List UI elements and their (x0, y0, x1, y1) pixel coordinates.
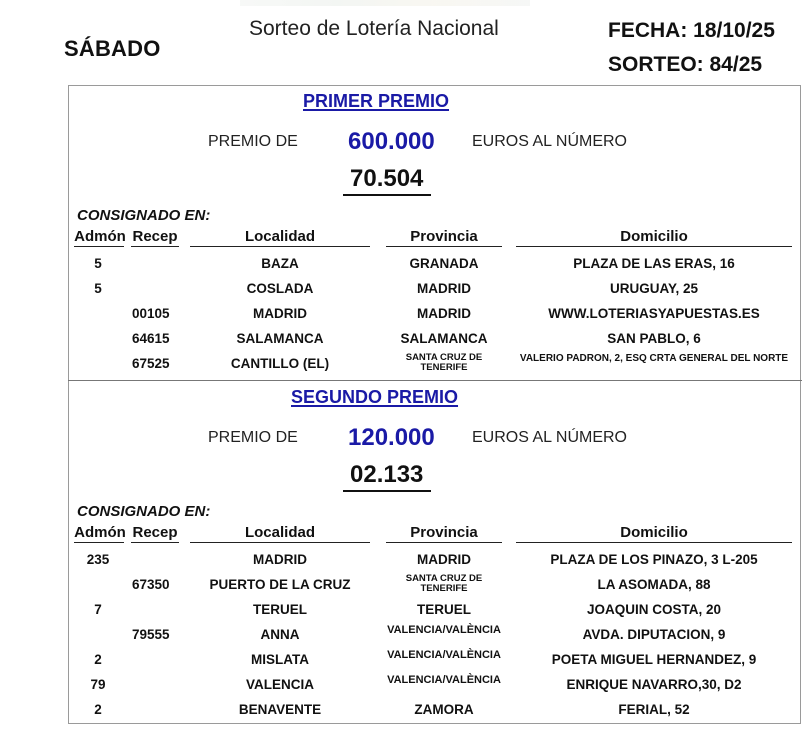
header-underline-admon (74, 542, 124, 543)
cell-provincia: VALENCIA/VALÈNCIA (387, 649, 501, 661)
cell-domicilio: VALERIO PADRON, 2, ESQ CRTA GENERAL DEL NORTE (519, 353, 789, 364)
column-header-admon: Admón (74, 524, 126, 541)
cell-recep: 00105 (132, 306, 170, 321)
cell-provincia: SANTA CRUZ DE TENERIFE (405, 352, 483, 373)
prize-title: SEGUNDO PREMIO (291, 387, 459, 407)
column-header-recep: Recep (132, 228, 178, 245)
cell-domicilio: AVDA. DIPUTACION, 9 (582, 627, 726, 642)
column-header-domicilio: Domicilio (620, 228, 688, 245)
draw-number: SORTEO: 84/25 (608, 53, 763, 76)
header-underline-domicilio (516, 542, 792, 543)
cell-localidad: MADRID (253, 306, 307, 321)
cell-localidad: BENAVENTE (238, 702, 322, 717)
column-header-admon: Admón (74, 228, 126, 245)
column-header-recep: Recep (132, 524, 178, 541)
cell-provincia: ZAMORA (414, 702, 474, 717)
column-header-provincia: Provincia (410, 524, 478, 541)
cell-domicilio: ENRIQUE NAVARRO,30, D2 (566, 677, 742, 692)
cell-domicilio: URUGUAY, 25 (609, 281, 699, 296)
cell-admon: 7 (94, 602, 102, 617)
prize-amount: 120.000 (348, 424, 435, 451)
section-divider (68, 380, 802, 381)
cell-provincia: MADRID (417, 281, 471, 296)
premio-de-label: PREMIO DE (208, 133, 298, 150)
cell-domicilio: JOAQUIN COSTA, 20 (586, 602, 722, 617)
cell-recep: 79555 (132, 627, 170, 642)
header-underline-recep (131, 246, 179, 247)
consignado-label: CONSIGNADO EN: (77, 207, 211, 224)
cell-provincia: VALENCIA/VALÈNCIA (387, 674, 501, 686)
cell-provincia: VALENCIA/VALÈNCIA (387, 624, 501, 636)
cell-localidad: MADRID (253, 552, 307, 567)
header-underline-provincia (386, 246, 502, 247)
prize-amount: 600.000 (348, 128, 435, 155)
cell-localidad: ANNA (260, 627, 300, 642)
header-underline-provincia (386, 542, 502, 543)
winning-number: 02.133 (350, 461, 424, 488)
page-title: Sorteo de Lotería Nacional (249, 17, 499, 40)
consignado-label: CONSIGNADO EN: (77, 503, 211, 520)
cell-admon: 5 (94, 256, 102, 271)
cell-admon: 5 (94, 281, 102, 296)
cell-domicilio: PLAZA DE LOS PINAZO, 3 L-205 (550, 552, 758, 567)
cell-localidad: TERUEL (253, 602, 307, 617)
cell-domicilio: SAN PABLO, 6 (607, 331, 701, 346)
column-header-localidad: Localidad (244, 228, 315, 245)
prize-title: PRIMER PREMIO (303, 91, 450, 111)
cell-localidad: VALENCIA (245, 677, 314, 692)
cell-domicilio: PLAZA DE LAS ERAS, 16 (573, 256, 735, 271)
column-header-localidad: Localidad (244, 524, 315, 541)
cell-localidad: PUERTO DE LA CRUZ (209, 577, 351, 592)
cell-localidad: CANTILLO (EL) (230, 356, 330, 371)
cell-localidad: MISLATA (251, 652, 309, 667)
cell-admon: 79 (90, 677, 106, 692)
winning-number-underline (343, 194, 431, 196)
cell-recep: 67525 (132, 356, 170, 371)
cell-admon: 2 (94, 702, 102, 717)
cell-admon: 2 (94, 652, 102, 667)
cell-domicilio: WWW.LOTERIASYAPUESTAS.ES (548, 306, 760, 321)
cell-domicilio: FERIAL, 52 (618, 702, 690, 717)
cell-provincia: GRANADA (409, 256, 479, 271)
header-underline-localidad (190, 542, 370, 543)
premio-de-label: PREMIO DE (208, 429, 298, 446)
euros-label: EUROS AL NÚMERO (472, 133, 627, 150)
cell-provincia: SANTA CRUZ DE TENERIFE (405, 573, 483, 594)
cell-admon: 235 (86, 552, 110, 567)
cell-localidad: SALAMANCA (236, 331, 324, 346)
cell-provincia: MADRID (417, 306, 471, 321)
draw-date: FECHA: 18/10/25 (608, 19, 775, 42)
header-underline-admon (74, 246, 124, 247)
cell-provincia: MADRID (417, 552, 471, 567)
winning-number: 70.504 (350, 165, 424, 192)
cell-domicilio: POETA MIGUEL HERNANDEZ, 9 (551, 652, 757, 667)
cell-provincia: SALAMANCA (400, 331, 488, 346)
draw-day: SÁBADO (64, 36, 161, 61)
column-header-provincia: Provincia (410, 228, 478, 245)
header-underline-recep (131, 542, 179, 543)
euros-label: EUROS AL NÚMERO (472, 429, 627, 446)
cell-localidad: COSLADA (246, 281, 314, 296)
winning-number-underline (343, 490, 431, 492)
header-underline-domicilio (516, 246, 792, 247)
cell-recep: 64615 (132, 331, 170, 346)
header-underline-localidad (190, 246, 370, 247)
cell-provincia: TERUEL (417, 602, 471, 617)
cell-domicilio: LA ASOMADA, 88 (597, 577, 711, 592)
faded-banner (240, 0, 530, 6)
cell-recep: 67350 (132, 577, 170, 592)
cell-localidad: BAZA (261, 256, 299, 271)
column-header-domicilio: Domicilio (620, 524, 688, 541)
